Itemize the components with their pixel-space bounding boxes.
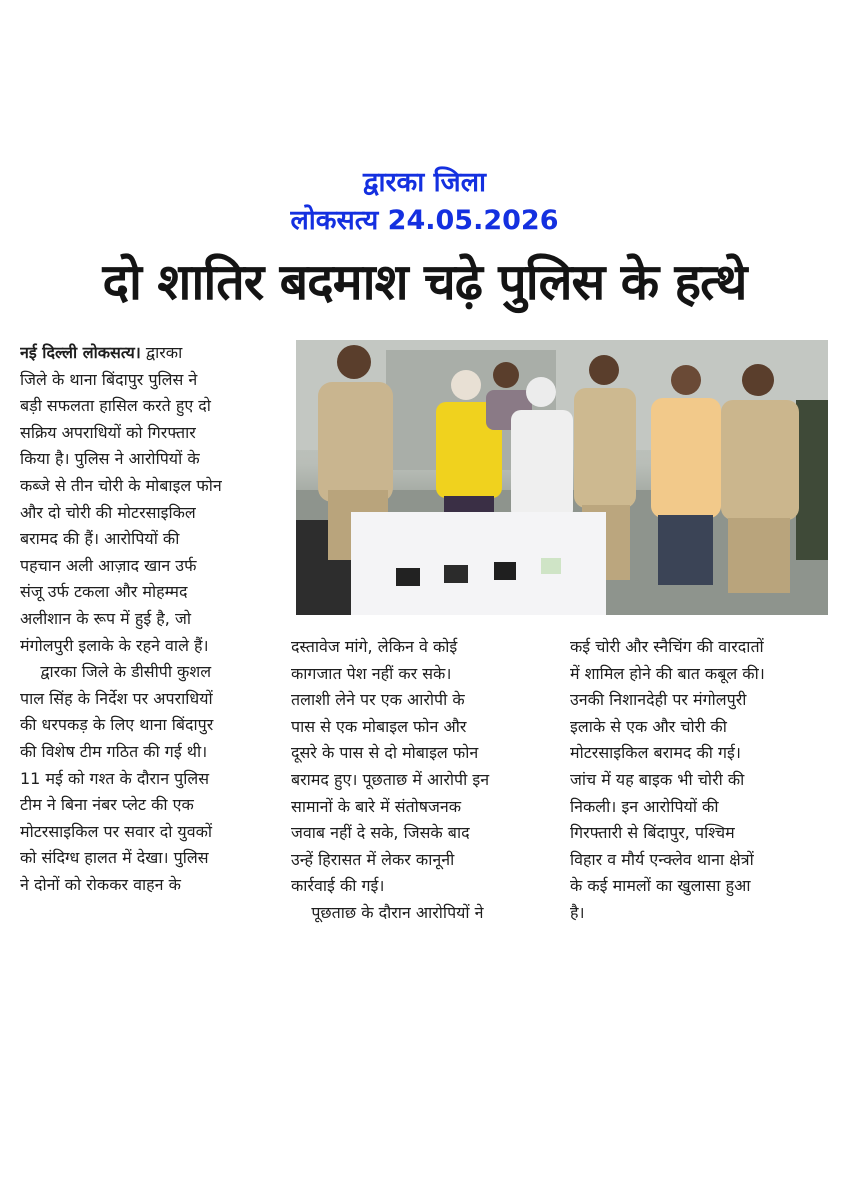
line: द्वारका जिले के डीसीपी कुशल <box>20 662 212 682</box>
line-text: द्वारका <box>140 343 183 362</box>
line: में शामिल होने की बात कबूल की। <box>570 663 765 683</box>
line: जांच में यह बाइक भी चोरी की <box>570 769 745 789</box>
line: पास से एक मोबाइल फोन और <box>291 716 467 736</box>
district-label: द्वारका जिला <box>362 167 487 198</box>
article-column-3 <box>570 634 835 927</box>
line: मोटरसाइकिल बरामद की गई। <box>570 743 741 763</box>
line: उनकी निशानदेही पर मंगोलपुरी <box>570 690 747 710</box>
police-group-photo <box>296 340 828 615</box>
line: बड़ी सफलता हासिल करते हुए दो <box>20 396 211 416</box>
line: विहार व मौर्य एन्क्लेव थाना क्षेत्रों <box>570 849 754 869</box>
line: सामानों के बारे में संतोषजनक <box>291 796 462 816</box>
line: दस्तावेज मांगे, लेकिन वे कोई <box>291 637 458 656</box>
line: मंगोलपुरी इलाके के रहने वाले हैं। <box>20 635 209 655</box>
line: मोटरसाइकिल पर सवार दो युवकों <box>20 821 213 841</box>
line: बरामद की हैं। आरोपियों की <box>20 529 180 549</box>
paper-date-label: लोकसत्य 24.05.2026 <box>290 205 559 236</box>
line: कार्रवाई की गई। <box>291 876 385 896</box>
line: निकली। इन आरोपियों की <box>570 796 719 816</box>
line: किया है। पुलिस ने आरोपियों के <box>20 449 200 469</box>
article-column-1 <box>20 340 290 898</box>
line: पहचान अली आज़ाद खान उर्फ <box>20 555 197 575</box>
line: सक्रिय अपराधियों को गिरफ्तार <box>20 422 196 442</box>
line: 11 मई को गश्त के दौरान पुलिस <box>20 768 210 788</box>
line: संजू उर्फ टकला और मोहम्मद <box>20 582 188 602</box>
line: कागजात पेश नहीं कर सके। <box>291 663 452 683</box>
line: को संदिग्ध हालत में देखा। पुलिस <box>20 848 209 868</box>
article-photo <box>296 340 828 615</box>
dateline: नई दिल्ली लोकसत्य। <box>20 343 141 362</box>
line: जवाब नहीं दे सके, जिसके बाद <box>291 823 470 843</box>
line: ने दोनों को रोककर वाहन के <box>20 874 181 894</box>
article-column-2 <box>291 634 561 927</box>
line: गिरफ्तारी से बिंदापुर, पश्चिम <box>570 823 735 843</box>
line: की धरपकड़ के लिए थाना बिंदापुर <box>20 715 214 735</box>
headline: दो शातिर बदमाश चढ़े पुलिस के हत्थे <box>102 253 747 311</box>
line: की विशेष टीम गठित की गई थी। <box>20 741 208 761</box>
line: उन्हें हिरासत में लेकर कानूनी <box>291 849 455 869</box>
line: पाल सिंह के निर्देश पर अपराधियों <box>20 688 213 708</box>
line: टीम ने बिना नंबर प्लेट की एक <box>20 795 194 815</box>
line: कब्जे से तीन चोरी के मोबाइल फोन <box>20 475 222 495</box>
line: पूछताछ के दौरान आरोपियों ने <box>291 902 484 922</box>
line: जिले के थाना बिंदापुर पुलिस ने <box>20 369 198 389</box>
line: बरामद हुए। पूछताछ में आरोपी इन <box>291 769 490 789</box>
line: अलीशान के रूप में हुई है, जो <box>20 608 191 628</box>
line: कई चोरी और स्नैचिंग की वारदातों <box>570 637 764 656</box>
line: दूसरे के पास से दो मोबाइल फोन <box>291 743 479 763</box>
line: इलाके से एक और चोरी की <box>570 716 727 736</box>
line: के कई मामलों का खुलासा हुआ <box>570 876 751 896</box>
line: तलाशी लेने पर एक आरोपी के <box>291 690 465 710</box>
line: और दो चोरी की मोटरसाइकिल <box>20 502 196 522</box>
line <box>20 340 290 367</box>
line: है। <box>570 902 585 922</box>
